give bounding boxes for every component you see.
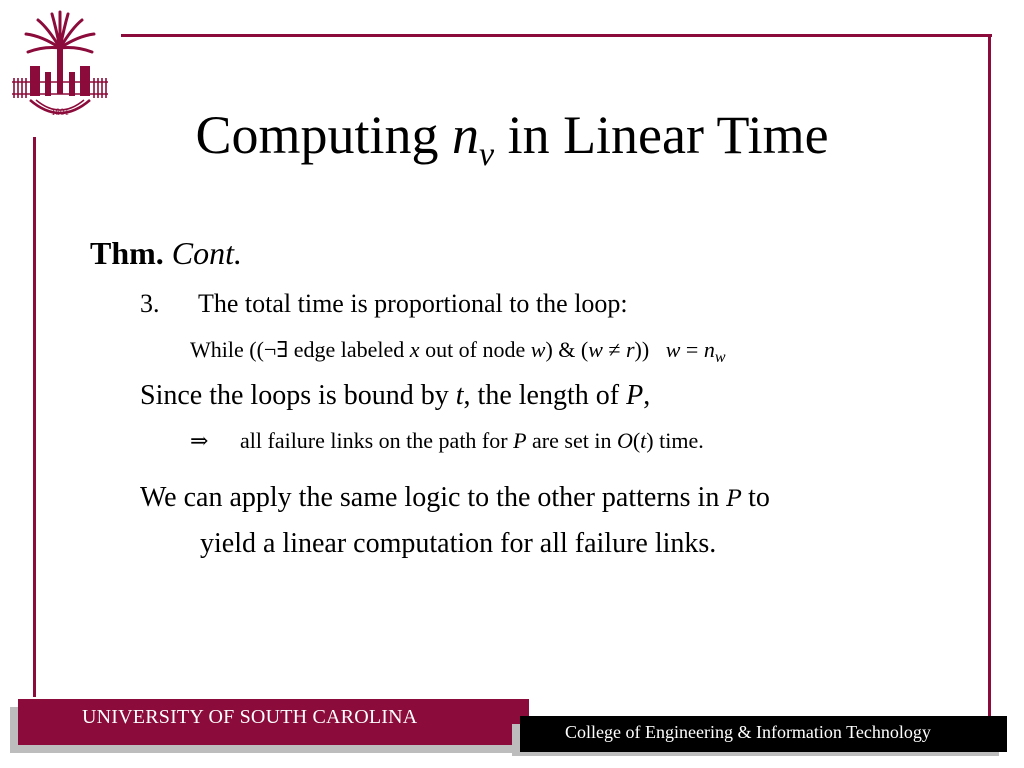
apply-line-1 — [140, 482, 770, 514]
theorem-heading — [90, 235, 242, 272]
footer-college-name: College of Engineering & Information Technology — [565, 722, 931, 742]
apply-text: We can apply the same logic to the other patterns in — [140, 482, 727, 513]
since-line — [140, 380, 650, 412]
implies-text: ( — [632, 428, 641, 453]
since-text: Since the loops is bound by — [140, 380, 456, 411]
title-text-start: Computing — [195, 105, 452, 165]
var-t: t — [455, 380, 464, 411]
not-equal-symbol: ≠ — [602, 337, 626, 362]
while-text: out of node — [419, 337, 531, 362]
while-text: While ((¬∃ edge labeled — [190, 337, 410, 362]
big-o: O — [616, 428, 633, 453]
implies-line — [190, 428, 704, 454]
list-item-text: The total time is proportional to the loop: — [198, 289, 628, 318]
implies-text: ) time. — [646, 428, 704, 453]
while-loop-line — [190, 337, 725, 367]
implies-arrow-icon: ⇒ — [190, 428, 209, 453]
implies-text: are set in — [526, 428, 617, 453]
var-w: w — [530, 337, 546, 362]
title-variable: n — [451, 105, 479, 165]
apply-text: to — [741, 482, 770, 513]
while-text: )) — [634, 337, 666, 362]
implies-text: all failure links on the path for — [240, 428, 514, 453]
footer-university-name: UNIVERSITY OF SOUTH CAROLINA — [82, 706, 418, 728]
seal-year: 1801 — [51, 107, 69, 117]
while-text: ) & ( — [545, 337, 589, 362]
pattern-set-symbol: P — [726, 487, 742, 512]
var-n: n — [703, 337, 715, 362]
apply-line-2: yield a linear computation for all failure links. — [200, 528, 717, 559]
var-n-subscript: w — [714, 349, 726, 367]
var-P: P — [513, 428, 527, 453]
var-x: x — [409, 337, 420, 362]
var-w: w — [588, 337, 603, 362]
var-t: t — [640, 428, 647, 453]
var-r: r — [625, 337, 635, 362]
list-item-3 — [140, 289, 628, 319]
title-subscript: v — [478, 136, 495, 173]
var-w: w — [665, 337, 681, 362]
since-text: , — [643, 380, 651, 411]
list-item-number: 3. — [140, 289, 160, 318]
equals-symbol: = — [680, 337, 704, 362]
title-text-end: in Linear Time — [494, 105, 829, 165]
var-P: P — [626, 380, 644, 411]
since-text: , the length of — [463, 380, 627, 411]
theorem-label: Thm. — [90, 235, 164, 271]
theorem-cont: Cont. — [171, 235, 243, 271]
